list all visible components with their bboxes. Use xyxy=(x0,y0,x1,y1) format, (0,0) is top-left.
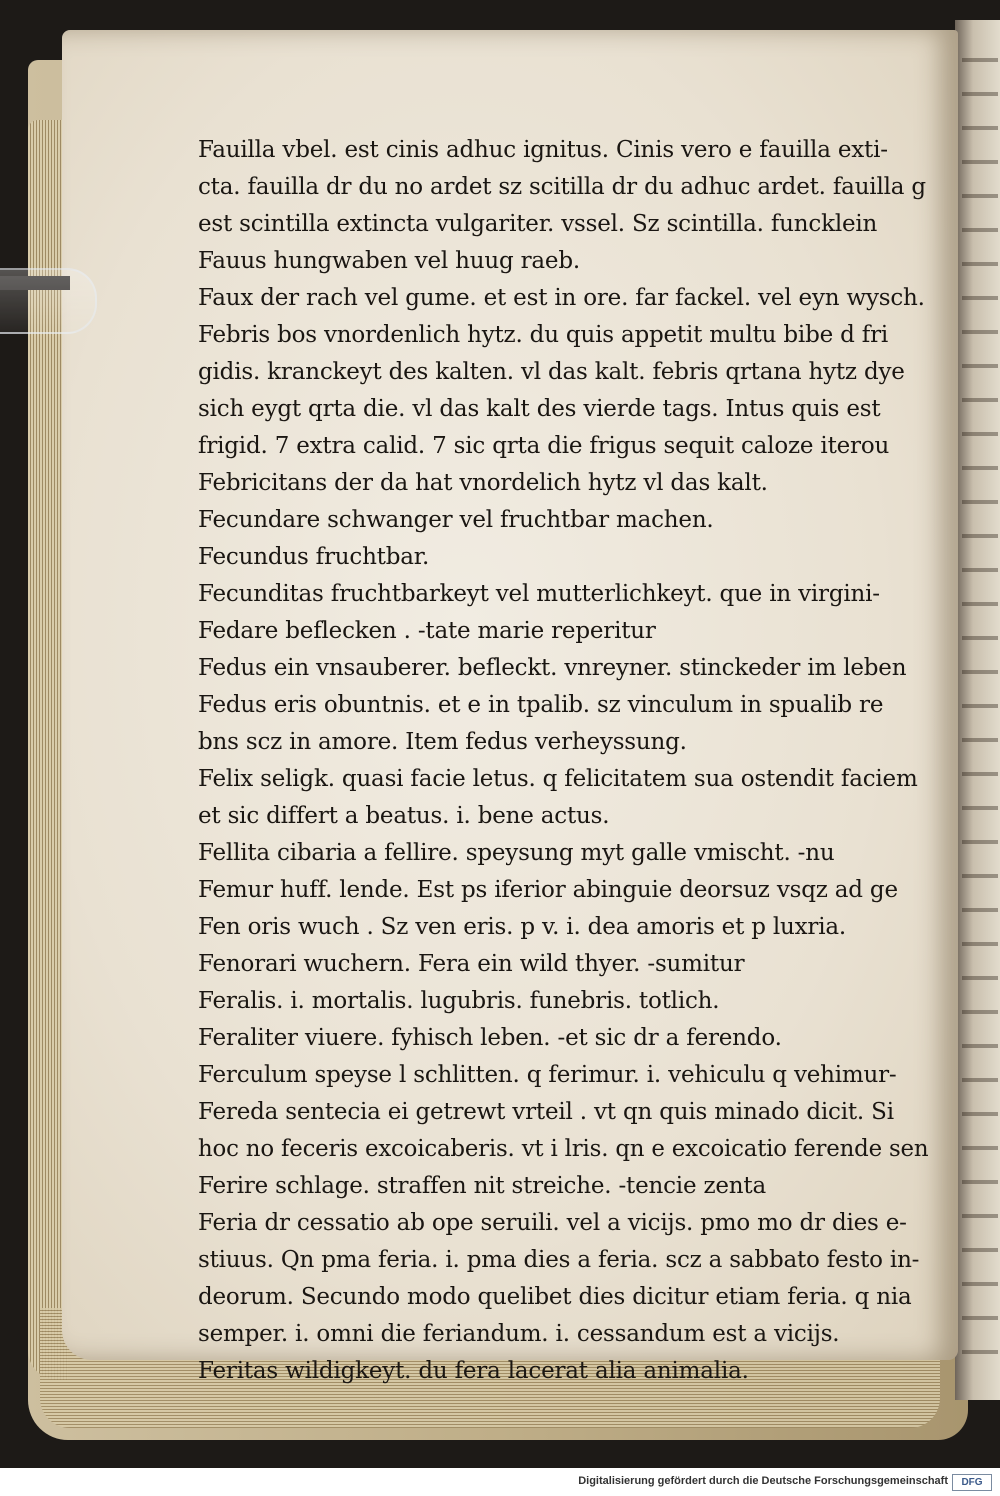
text-line: Ferculum speyse l schlitten. q ferimur. i. vehiculu q vehimur- xyxy=(198,1062,897,1088)
text-line: Fecunditas fruchtbarkeyt vel mutterlichkeyt. que in virgini- xyxy=(198,581,880,607)
text-line: Fedare beflecken . -tate marie reperitur xyxy=(198,618,656,644)
text-line: Fecundus fruchtbar. xyxy=(198,544,430,570)
text-line: Fecundare schwanger vel fruchtbar machen. xyxy=(198,507,714,533)
text-line: Fellita cibaria a fellire. speysung myt galle vmischt. -nu xyxy=(198,840,835,866)
text-line: cta. fauilla dr du no ardet sz scitilla dr du adhuc ardet. fauilla g xyxy=(198,174,926,200)
book-clamp xyxy=(0,268,97,334)
text-line: Fen oris wuch . Sz ven eris. p v. i. dea amoris et p luxria. xyxy=(198,914,846,940)
funding-credit: Digitalisierung gefördert durch die Deutsche Forschungsgemeinschaft xyxy=(578,1475,948,1487)
text-line: et sic differt a beatus. i. bene actus. xyxy=(198,803,610,829)
text-line: Ferire schlage. straffen nit streiche. -tencie zenta xyxy=(198,1173,766,1199)
text-line: Fauilla vbel. est cinis adhuc ignitus. Cinis vero e fauilla exti- xyxy=(198,137,888,163)
text-line: deorum. Secundo modo quelibet dies dicitur etiam feria. q nia xyxy=(198,1284,912,1310)
text-line: Fenorari wuchern. Fera ein wild thyer. -sumitur xyxy=(198,951,745,977)
text-line: sich eygt qrta die. vl das kalt des vierde tags. Intus quis est xyxy=(198,396,881,422)
text-line: Feraliter viuere. fyhisch leben. -et sic dr a ferendo. xyxy=(198,1025,782,1051)
text-line: Febris bos vnordenlich hytz. du quis appetit multu bibe d fri xyxy=(198,322,889,348)
dfg-logo: DFG xyxy=(952,1474,992,1491)
facing-page-text xyxy=(962,40,998,1360)
text-line: Feralis. i. mortalis. lugubris. funebris. totlich. xyxy=(198,988,720,1014)
text-line: Feria dr cessatio ab ope seruili. vel a vicijs. pmo mo dr dies e- xyxy=(198,1210,907,1236)
text-line: Fereda sentecia ei getrewt vrteil . vt qn quis minado dicit. Si xyxy=(198,1099,894,1125)
text-line: bns scz in amore. Item fedus verheyssung. xyxy=(198,729,687,755)
text-line: Fedus eris obuntnis. et e in tpalib. sz vinculum in spualib re xyxy=(198,692,884,718)
text-line: hoc no feceris excoicaberis. vt i lris. qn e excoicatio ferende sen xyxy=(198,1136,929,1162)
text-line: Felix seligk. quasi facie letus. q felicitatem sua ostendit faciem xyxy=(198,766,918,792)
text-line: Febricitans der da hat vnordelich hytz vl das kalt. xyxy=(198,470,768,496)
text-line: Femur huff. lende. Est ps iferior abinguie deorsuz vsqz ad ge xyxy=(198,877,898,903)
text-line: Fauus hungwaben vel huug raeb. xyxy=(198,248,580,274)
footer-bar xyxy=(0,1468,1000,1496)
text-line: semper. i. omni die feriandum. i. cessandum est a vicijs. xyxy=(198,1321,840,1347)
text-line: Fedus ein vnsauberer. befleckt. vnreyner. stinckeder im leben xyxy=(198,655,907,681)
text-line: Feritas wildigkeyt. du fera lacerat alia animalia. xyxy=(198,1358,749,1384)
text-line: Faux der rach vel gume. et est in ore. far fackel. vel eyn wysch. xyxy=(198,285,925,311)
text-line: frigid. 7 extra calid. 7 sic qrta die frigus sequit caloze iterou xyxy=(198,433,890,459)
text-line: stiuus. Qn pma feria. i. pma dies a feria. scz a sabbato festo in- xyxy=(198,1247,920,1273)
text-line: est scintilla extincta vulgariter. vssel. Sz scintilla. funcklein xyxy=(198,211,878,237)
text-line: gidis. kranckeyt des kalten. vl das kalt. febris qrtana hytz dye xyxy=(198,359,905,385)
